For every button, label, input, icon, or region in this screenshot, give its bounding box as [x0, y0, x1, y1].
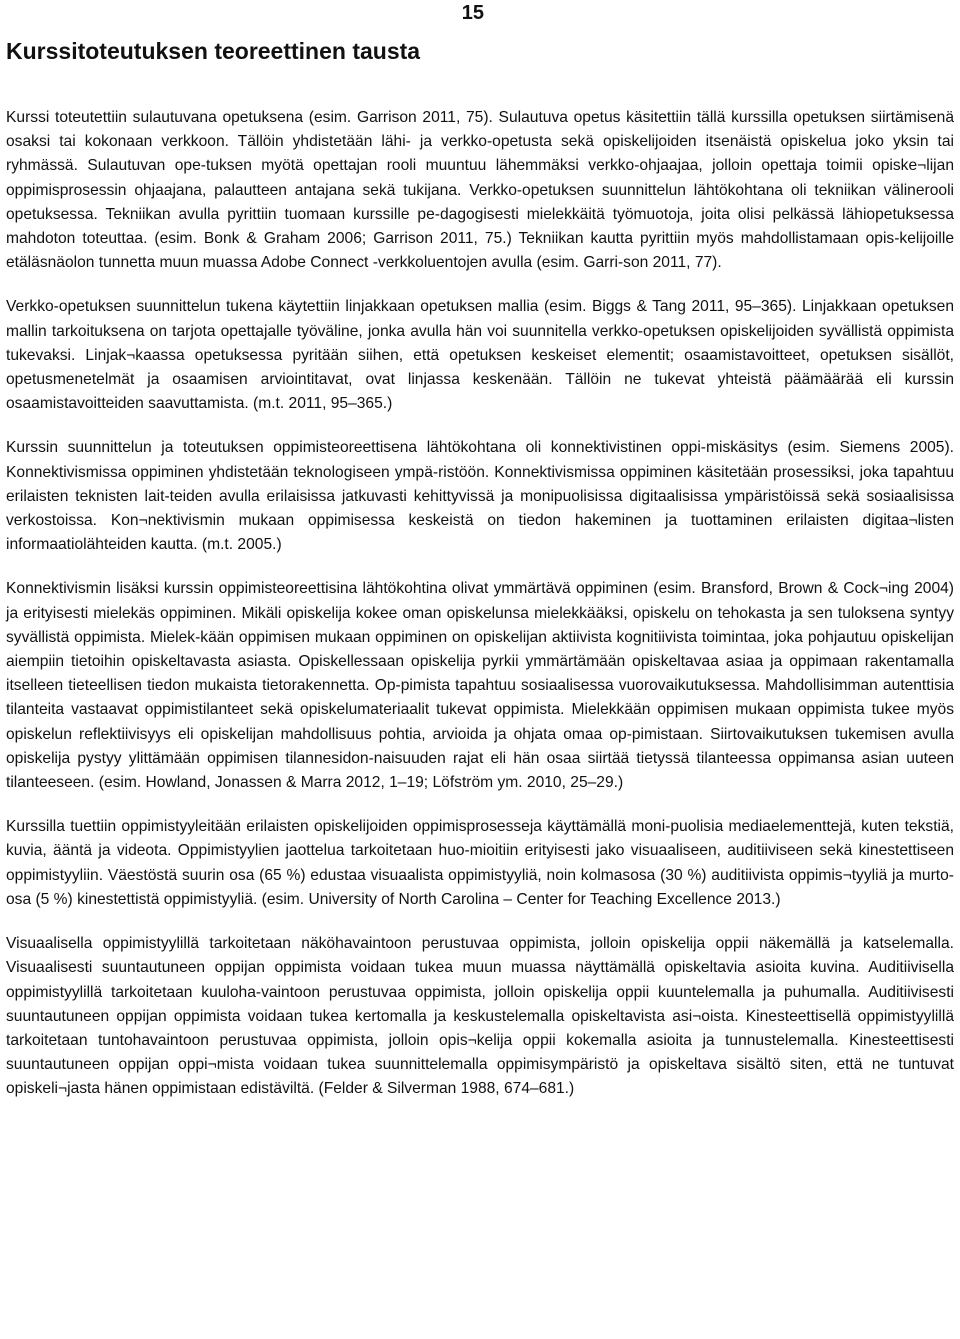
paragraph-meaningful-learning: Konnektivismin lisäksi kurssin oppimisteoreettisina lähtökohtina olivat ymmärtävä oppiminen (esim. Bransford, Brown & Cock¬ing 2004) ja erityisesti mielekäs oppiminen. Mikäli opiskelija kokee oman opiskelunsa mielekkääksi, opiskelu on tehokasta ja sen tuloksena syntyy syvällistä oppimista. Mielek-kään oppimisen mukaan oppiminen on opiskelijan aktiivista kognitiivista toimintaa, joka pohjautuu opiskelijan aiempiin tietoihin opiskeltavasta asiasta. Opiskellessaan opiskelija pyrkii ymmärtämään opiskeltavaa asiaa ja oppimaan rakentamalla itselleen tieteellisen tiedon mukaista tietorakennetta. Op-pimista tapahtuu sosiaalisessa vuorovaikutuksessa. Mahdollisimman autenttisia tilanteita vastaavat oppimistilanteet sekä opiskelumateriaalit tukevat oppimista. Mielekkään oppimisen mukaan oppimista tukee myös opiskelun reflektiivisyys eli opiskelijan mahdollisuus pohtia, arvioida ja ohjata omaa op-pimistaan. Siirtovaikutuksen tukemisen avulla opiskelija pystyy ylittämään oppimisen tilannesidon-naisuuden rajat eli hän osaa siirtää tietyssä tilanteessa oppimansa asian uuteen tilanteeseen. (esim. Howland, Jonassen & Marra 2012, 1–19; Löfström ym. 2010, 25–29.) [6, 580, 954, 792]
paragraph-learning-styles: Kurssilla tuettiin oppimistyyleitään erilaisten opiskelijoiden oppimisprosesseja käyttämällä moni-puolisia mediaelementtejä, kuten tekstiä, kuvia, ääntä ja videota. Oppimistyylien jaottelua tarkoitetaan huo-mioitiin erityisesti jako visuaaliseen, auditiiviseen sekä kinestettiseen oppimistyyliin. Väestöstä suurin osa (65 %) edustaa visuaalista oppimistyyliä, noin kolmasosa (30 %) auditiivista oppimis¬tyyliä ja murto-osa (5 %) kinestettistä oppimistyyliä. (esim. University of North Carolina – Center for Teaching Excellence 2013.) [6, 818, 954, 908]
paragraph-constructive-alignment: Verkko-opetuksen suunnittelun tukena käytettiin linjakkaan opetuksen mallia (esim. Biggs & Tang 2011, 95–365). Linjakkaan opetuksen mallin tarkoituksena on tarjota opettajalle työväline, jonka avulla hän voi suunnitella verkko-opetuksen opiskelijoiden syvällistä oppimista tukevaksi. Linjak¬kaassa opetuksessa pyritään siihen, että opetuksen keskeiset elementit; osaamistavoitteet, opetuksen sisällöt, opetusmenetelmät ja osaamisen arviointitavat, ovat linjassa keskenään. Tällöin ne tukevat yhteistä päämäärää eli kurssin osaamistavoitteiden saavuttamista. (m.t. 2011, 95–365.) [6, 298, 954, 413]
body-text [6, 106, 954, 1122]
paragraph-blended-learning: Kurssi toteutettiin sulautuvana opetuksena (esim. Garrison 2011, 75). Sulautuva opetus käsitettiin tällä kurssilla opetuksen siirtämisenä osaksi tai kokonaan verkkoon. Tällöin yhdistetään lähi- ja verkko-opetusta sekä opiskelijoiden itsenäistä opiskelua joko yksin tai ryhmässä. Sulautuvan ope-tuksen myötä opettajan rooli muuntuu lähemmäksi verkko-ohjaajaa, jolloin opettaja toimii opiske¬lijan oppimisprosessin ohjaajana, palautteen antajana sekä tukijana. Verkko-opetuksen suunnittelun lähtökohtana oli tekniikan välinerooli opetuksessa. Tekniikan avulla pyrittiin tuomaan kurssille pe-dagogisesti mielekkäitä työmuotoja, joita olisi pelkässä lähiopetuksessa mahdoton toteuttaa. (esim. Bonk & Graham 2006; Garrison 2011, 75.) Tekniikan kautta pyrittiin myös mahdollistamaan opis-kelijoille etäläsnäolon tunnetta muun muassa Adobe Connect -verkkoluentojen avulla (esim. Garri-son 2011, 77). [6, 109, 954, 272]
paragraph-connectivism: Kurssin suunnittelun ja toteutuksen oppimisteoreettisena lähtökohtana oli konnektivistinen oppi-miskäsitys (esim. Siemens 2005). Konnektivismissa oppiminen yhdistetään teknologiseen ympä-ristöön. Konnektivismissa oppiminen käsitetään prosessiksi, joka tapahtuu erilaisten teknisten lait-teiden avulla erilaisissa jatkuvasti kehittyvissä ja monipuolisissa digitaalisissa ympäristöissä sekä sosiaalisissa verkostoissa. Kon¬nektivismin mukaan oppimisessa keskeistä on tiedon hakeminen ja tuottaminen erilaisten digitaa¬listen informaatiolähteiden kautta. (m.t. 2005.) [6, 439, 954, 554]
paragraph-visual-auditory-kinesthetic: Visuaalisella oppimistyylillä tarkoitetaan näköhavaintoon perustuvaa oppimista, jolloin opiskelija oppii näkemällä ja katselemalla. Visuaalisesti suuntautuneen oppijan oppimista voidaan tukea muun muassa näyttämällä opiskeltavia asioita kuvina. Auditiivisella oppimistyylillä tarkoitetaan kuuloha-vaintoon perustuvaa oppimista, jolloin opiskelija oppii kuuntelemalla ja puhumalla. Auditiivisesti suuntautuneen oppijan oppimista voidaan tukea kertomalla ja keskustelemalla opiskeltavista asi¬oista. Kinesteettisellä oppimistyylillä tarkoitetaan tuntohavaintoon perustuvaa oppimista, jolloin opis¬kelija oppii kokemalla asioita ja tunnustelemalla. Kinesteettisesti suuntautuneen oppijan oppi¬mista voidaan tukea suunnittelemalla oppimisympäristö ja opiskeltava sisältö siten, että ne tuntuvat opiskeli¬jasta hänen oppimistaan edistäviltä. (Felder & Silverman 1988, 674–681.) [6, 935, 954, 1098]
section-heading: Kurssitoteutuksen teoreettinen tausta [6, 38, 421, 64]
page-number: 15 [461, 2, 484, 24]
